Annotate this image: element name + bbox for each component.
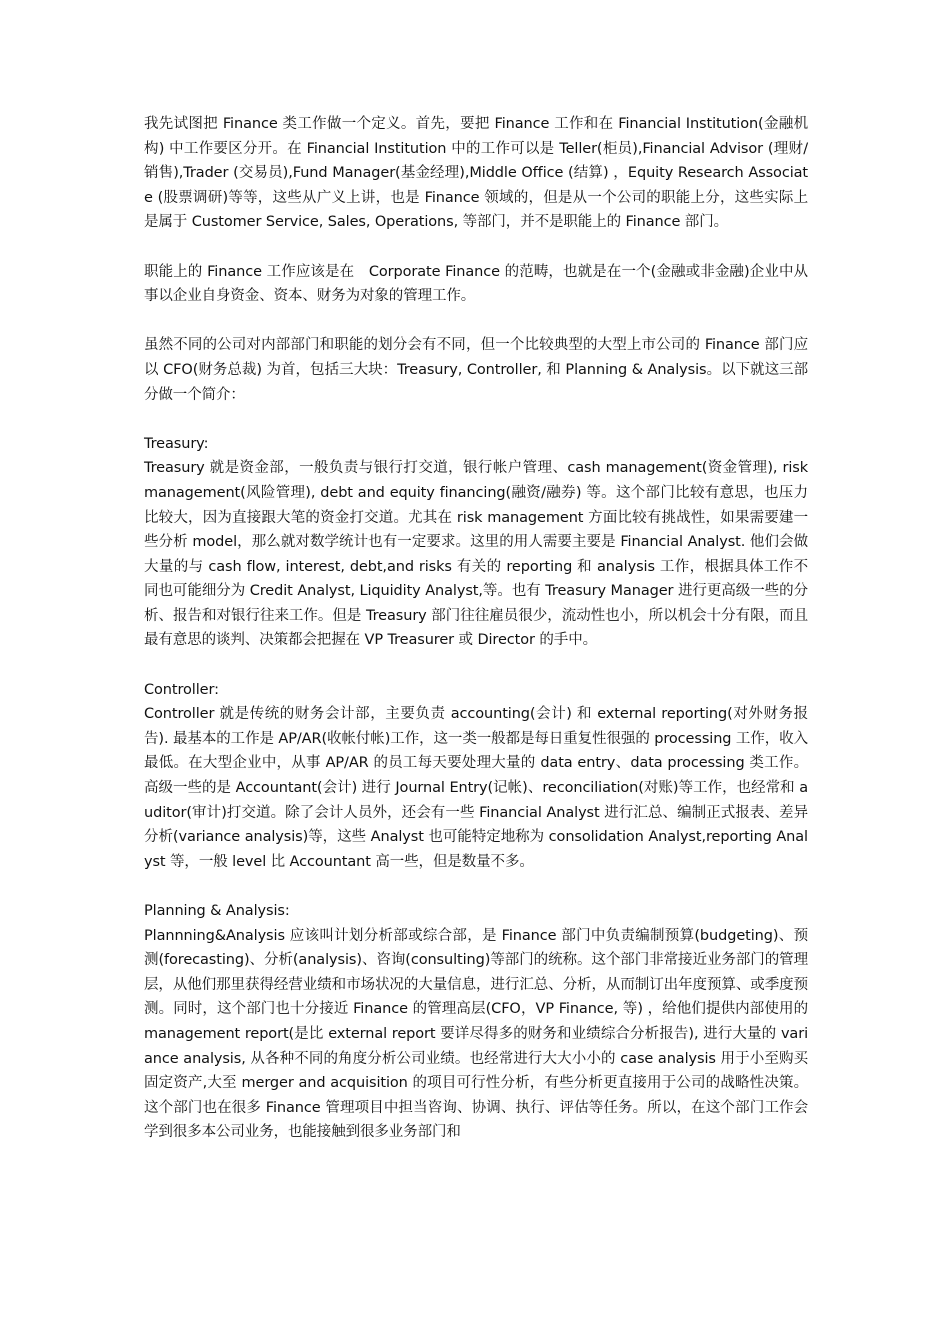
treasury-body: Treasury 就是资金部，一般负责与银行打交道，银行帐户管理、cash management(资金管理), risk management(风险管理), debt and equity financing(融资/融券) 等。这个部门比较有意思，也压力比较大，因为直接跟大笔的资金打交道。尤其在 risk management 方面比较有挑战性，如果需要建一些分析 model，那么就对数学统计也有一定要求。这里的用人需要主要是 Financial Analyst. 他们会做大量的与 cash flow, interest, debt,and risks 有关的 reporting 和 analysis 工作，根据具体工作不同也可能细分为 Credit Analyst, Liquidity Analyst,等。也有 Treasury Manager 进行更高级一些的分析、报告和对银行往来工作。但是 Treasury 部门往往雇员很少，流动性也小，所以机会十分有限，而且最有意思的谈判、决策都会把握在 VP Treasurer 或 Director 的手中。 [144,460,808,649]
intro-paragraph-3: 虽然不同的公司对内部部门和职能的划分会有不同，但一个比较典型的大型上市公司的 Finance 部门应以 CFO(财务总裁) 为首，包括三大块：Treasury, Controller, 和 Planning & Analysis。以下就这三部分做一个简介： [144,337,808,403]
planning-body: Plannning&Analysis 应该叫计划分析部或综合部，是 Finance 部门中负责编制预算(budgeting)、预测(forecasting)、分析(analysis)、咨询(consulting)等部门的统称。这个部门非常接近业务部门的管理层，从他们那里获得经营业绩和市场状况的大量信息，进行汇总、分析，从而制订出年度预算、或季度预测。同时，这个部门也十分接近 Finance 的管理高层(CFO，VP Finance, 等) ，给他们提供内部使用的 management report(是比 external report 要详尽得多的财务和业绩综合分析报告), 进行大量的 variance analysis, 从各种不同的角度分析公司业绩。也经常进行大大小小的 case analysis 用于小至购买固定资产,大至 merger and acquisition 的项目可行性分析，有些分析更直接用于公司的战略性决策。这个部门也在很多 Finance 管理项目中担当咨询、协调、执行、评估等任务。所以，在这个部门工作会学到很多本公司业务，也能接触到很多业务部门和 [144,927,808,1141]
controller-body: Controller 就是传统的财务会计部，主要负责 accounting(会计) 和 external reporting(对外财务报告). 最基本的工作是 AP/AR(收帐付帐)工作，这一类一般都是每日重复性很强的 processing 工作，收入最低。在大型企业中，从事 AP/AR 的员工每天要处理大量的 data entry、data processing 类工作。高级一些的是 Accountant(会计) 进行 Journal Entry(记帐)、reconciliation(对账)等工作，也经常和 auditor(审计)打交道。除了会计人员外，还会有一些 Financial Analyst 进行汇总、编制正式报表、差异分析(variance analysis)等，这些 Analyst 也可能特定地称为 consolidation Analyst,reporting Analyst 等，一般 level 比 Accountant 高一些，但是数量不多。 [144,706,808,870]
controller-heading: Controller: [144,681,219,698]
paragraph-gap [144,653,808,678]
treasury-heading: Treasury: [144,435,209,452]
paragraph-gap [144,309,808,334]
paragraph-gap [144,407,808,432]
document-page [144,112,808,1145]
intro-paragraph-1: 我先试图把 Finance 类工作做一个定义。首先，要把 Finance 工作和在 Financial Institution(金融机构) 中工作要区分开。在 Financial Institution 中的工作可以是 Teller(柜员),Financial Advisor (理财/销售),Trader (交易员),Fund Manager(基金经理),Middle Office (结算) ，Equity Research Associate (股票调研)等等，这些从广义上讲，也是 Finance 领域的，但是从一个公司的职能上分，这些实际上是属于 Customer Service, Sales, Operations, 等部门，并不是职能上的 Finance 部门。 [144,116,808,231]
planning-heading: Planning & Analysis: [144,903,290,919]
intro-paragraph-2: 职能上的 Finance 工作应该是在 Corporate Finance 的范畴，也就是在一个(金融或非金融)企业中从事以企业自身资金、资本、财务为对象的管理工作。 [144,263,808,305]
paragraph-gap [144,235,808,260]
paragraph-gap [144,874,808,899]
